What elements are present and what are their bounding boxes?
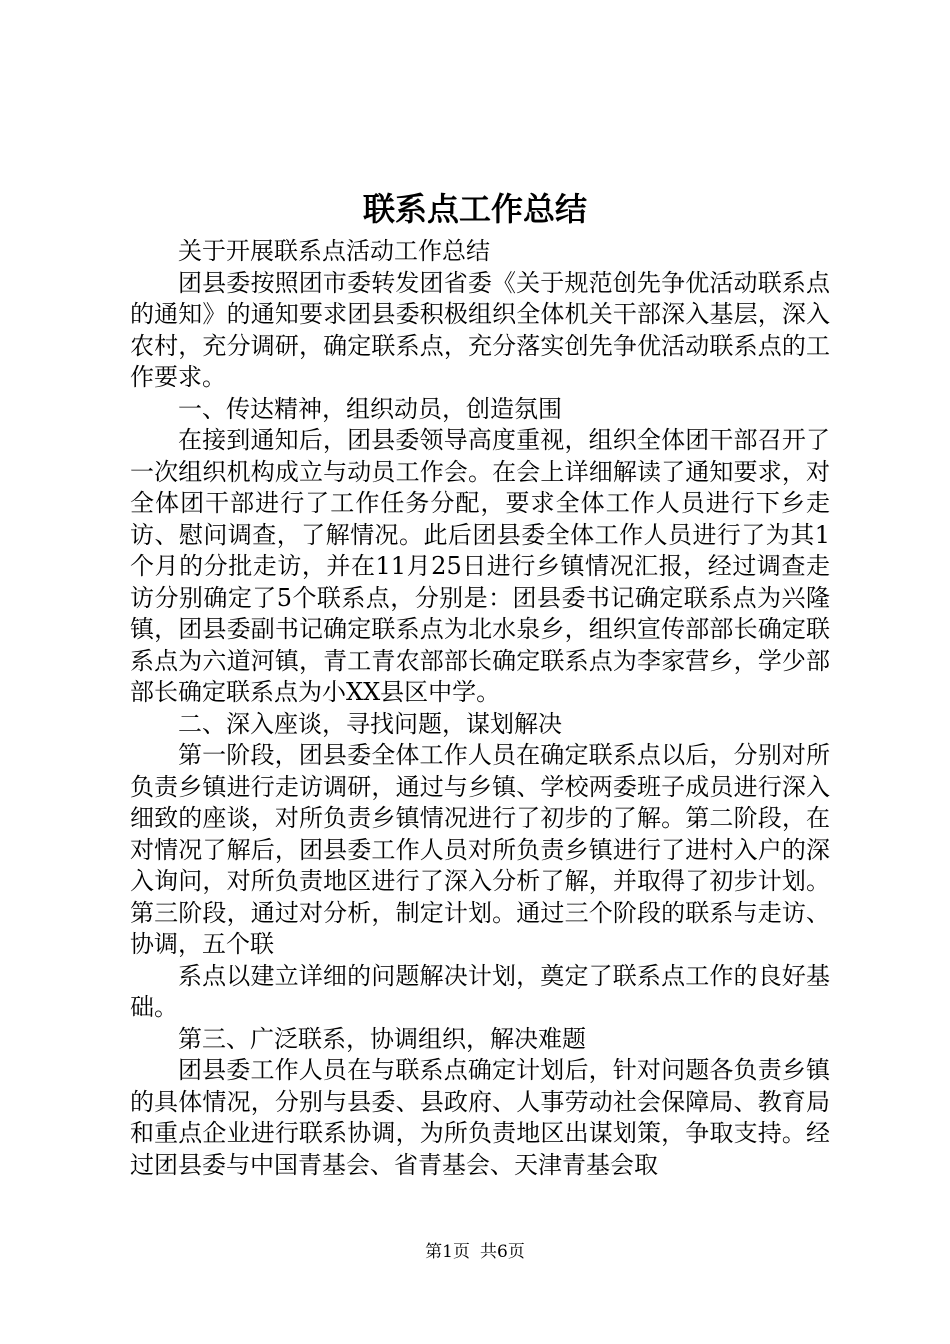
paragraph-section-2-cont: 系点以建立详细的问题解决计划，奠定了联系点工作的良好基础。 <box>130 961 830 1021</box>
document-body <box>130 236 830 1181</box>
document-title: 联系点工作总结 <box>362 190 587 228</box>
section-heading-1: 一、传达精神，组织动员，创造氛围 <box>178 394 562 423</box>
page-total: 共6页 <box>480 1242 525 1262</box>
paragraph-subtitle: 关于开展联系点活动工作总结 <box>178 237 490 265</box>
paragraph-intro: 团县委按照团市委转发团省委《关于规范创先争优活动联系点的通知》的通知要求团县委积极组织全体机关干部深入基层，深入农村，充分调研，确定联系点，充分落实创先争优活动联系点的工作要求。 <box>130 268 830 391</box>
paragraph-section-1: 在接到通知后，团县委领导高度重视，组织全体团干部召开了一次组织机构成立与动员工作会。在会上详细解读了通知要求，对全体团干部进行了工作任务分配，要求全体工作人员进行下乡走访、慰问调查，了解情况。此后团县委全体工作人员进行了为其1个月的分批走访，并在11月25日进行乡镇情况汇报，经过调查走访分别确定了5个联系点，分别是：团县委书记确定联系点为兴隆镇，团县委副书记确定联系点为北水泉乡，组织宣传部部长确定联系点为六道河镇，青工青农部部长确定联系点为李家营乡，学少部部长确定联系点为小XX县区中学。 <box>130 426 830 706</box>
page-footer <box>0 1240 950 1264</box>
section-heading-2: 二、深入座谈，寻找问题，谋划解决 <box>178 709 562 738</box>
section-heading-3: 第三、广泛联系，协调组织，解决难题 <box>178 1024 586 1053</box>
page-number: 第1页 <box>425 1242 470 1262</box>
paragraph-section-3: 团县委工作人员在与联系点确定计划后，针对问题各负责乡镇的具体情况，分别与县委、县政府、人事劳动社会保障局、教育局和重点企业进行联系协调，为所负责地区出谋划策，争取支持。经过团县委与中国青基会、省青基会、天津青基会取 <box>130 1056 830 1179</box>
paragraph-section-2: 第一阶段，团县委全体工作人员在确定联系点以后，分别对所负责乡镇进行走访调研，通过与乡镇、学校两委班子成员进行深入细致的座谈，对所负责乡镇情况进行了初步的了解。第二阶段，在对情况了解后，团县委工作人员对所负责乡镇进行了进村入户的深入询问，对所负责地区进行了深入分析了解，并取得了初步计划。第三阶段，通过对分析，制定计划。通过三个阶段的联系与走访、协调，五个联 <box>130 741 830 958</box>
